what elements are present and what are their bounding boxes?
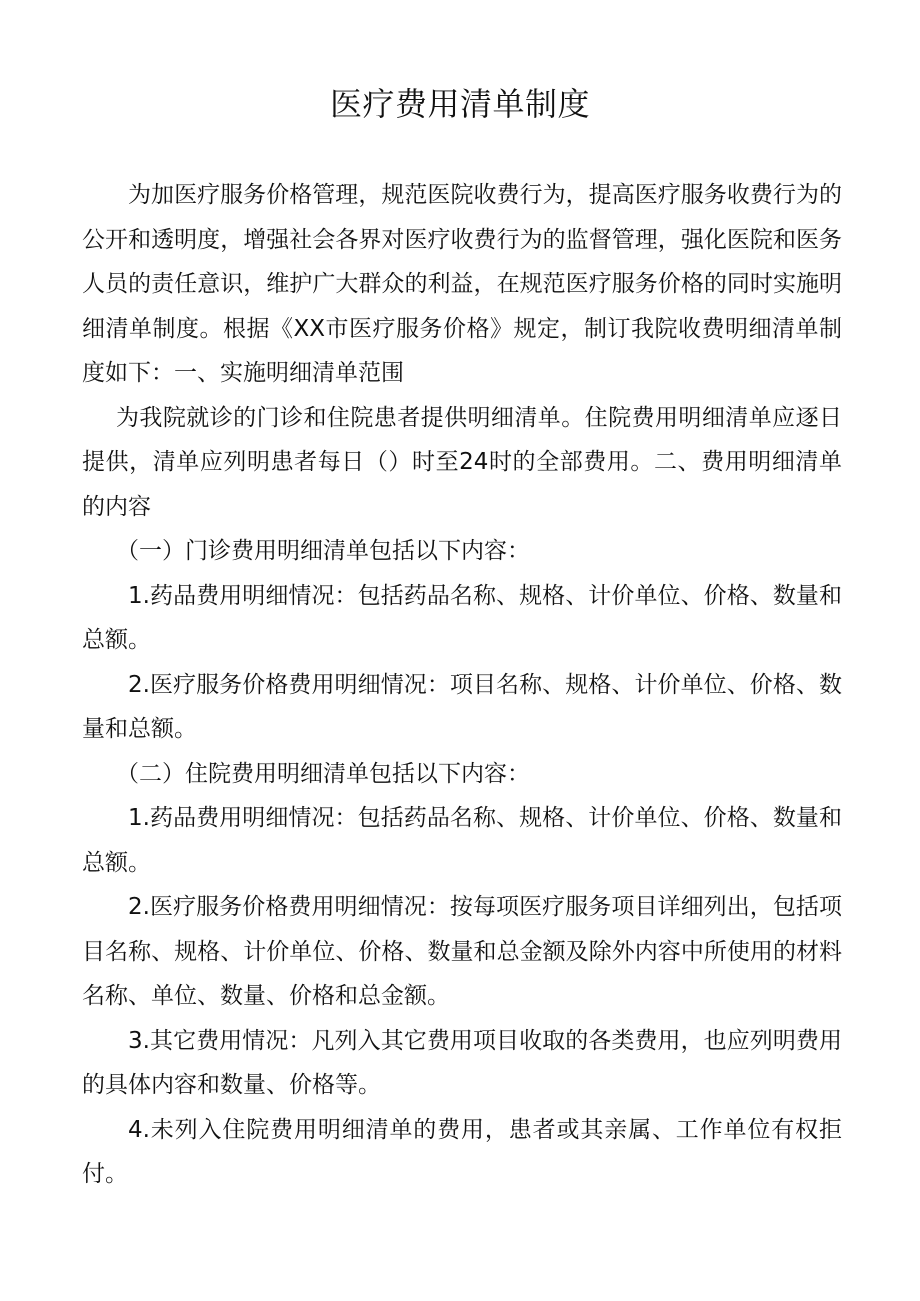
inpatient-item-2: 2.医疗服务价格费用明细情况：按每项医疗服务项目详细列出，包括项目名称、规格、计价单位、价格、数量和总金额及除外内容中所使用的材料名称、单位、数量、价格和总金额。 [82,894,842,1009]
section-outpatient-heading: （一）门诊费用明细清单包括以下内容： [116,538,530,564]
inpatient-item-4: 4.未列入住院费用明细清单的费用，患者或其亲属、工作单位有权拒付。 [82,1116,842,1187]
document-body [82,173,842,1197]
inpatient-item-3: 3.其它费用情况：凡列入其它费用项目收取的各类费用，也应列明费用的具体内容和数量、价格等。 [82,1027,842,1098]
paragraph-intro: 为加医疗服务价格管理，规范医院收费行为，提高医疗服务收费行为的公开和透明度，增强社会各界对医疗收费行为的监督管理，强化医院和医务人员的责任意识，维护广大群众的利益，在规范医疗服务价格的同时实施明细清单制度。根据《XX市医疗服务价格》规定，制订我院收费明细清单制度如下：一、实施明细清单范围 [82,182,842,386]
section-inpatient-heading: （二）住院费用明细清单包括以下内容： [116,760,530,787]
inpatient-item-1: 1.药品费用明细情况：包括药品名称、规格、计价单位、价格、数量和总额。 [82,805,842,876]
paragraph-scope: 为我院就诊的门诊和住院患者提供明细清单。住院费用明细清单应逐日提供，清单应列明患者每日（）时至24时的全部费用。二、费用明细清单的内容 [82,404,842,520]
document-title: 医疗费用清单制度 [329,85,590,123]
outpatient-item-1: 1.药品费用明细情况：包括药品名称、规格、计价单位、价格、数量和总额。 [82,582,842,653]
outpatient-item-2: 2.医疗服务价格费用明细情况：项目名称、规格、计价单位、价格、数量和总额。 [82,671,842,742]
